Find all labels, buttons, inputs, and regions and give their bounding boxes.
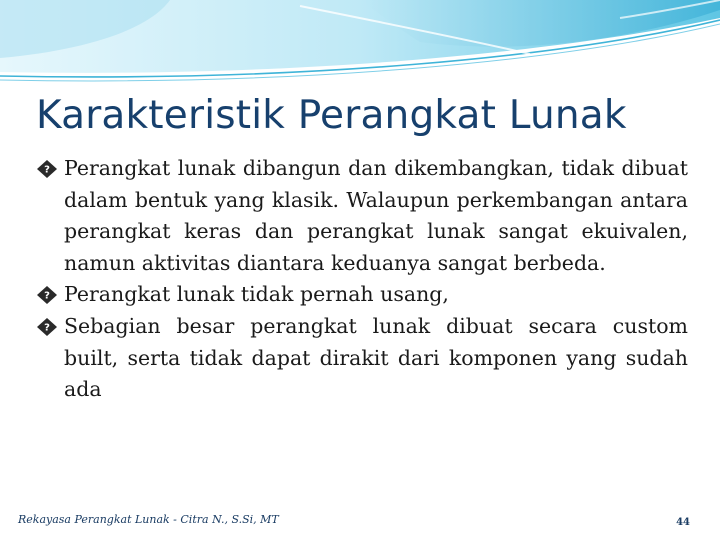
footer-text: Rekayasa Perangkat Lunak - Citra N., S.Si, MT xyxy=(18,513,279,526)
svg-text:?: ? xyxy=(44,164,50,176)
bullet-text: Perangkat lunak dibangun dan dikembangkan, tidak dibuat dalam bentuk yang klasik. Walaupun perkembangan antara perangkat keras dan perangkat lunak sangat ekuivalen, namun aktivitas diantara keduanya sangat berbeda. xyxy=(64,156,688,275)
header-banner xyxy=(0,0,720,90)
svg-text:?: ? xyxy=(44,322,50,334)
slide-title: Karakteristik Perangkat Lunak xyxy=(36,93,627,138)
missing-glyph-icon xyxy=(34,317,60,337)
svg-text:?: ? xyxy=(44,290,50,302)
missing-glyph-icon xyxy=(34,285,60,305)
bullet-item xyxy=(34,279,688,311)
bullet-text: Sebagian besar perangkat lunak dibuat secara custom built, serta tidak dapat dirakit dari komponen yang sudah ada xyxy=(64,313,688,402)
page-number: 44 xyxy=(676,517,690,528)
missing-glyph-icon xyxy=(34,159,60,179)
bullet-item xyxy=(34,311,688,406)
bullet-list xyxy=(34,153,688,406)
bullet-text: Perangkat lunak tidak pernah usang, xyxy=(64,282,449,307)
bullet-item xyxy=(34,153,688,279)
